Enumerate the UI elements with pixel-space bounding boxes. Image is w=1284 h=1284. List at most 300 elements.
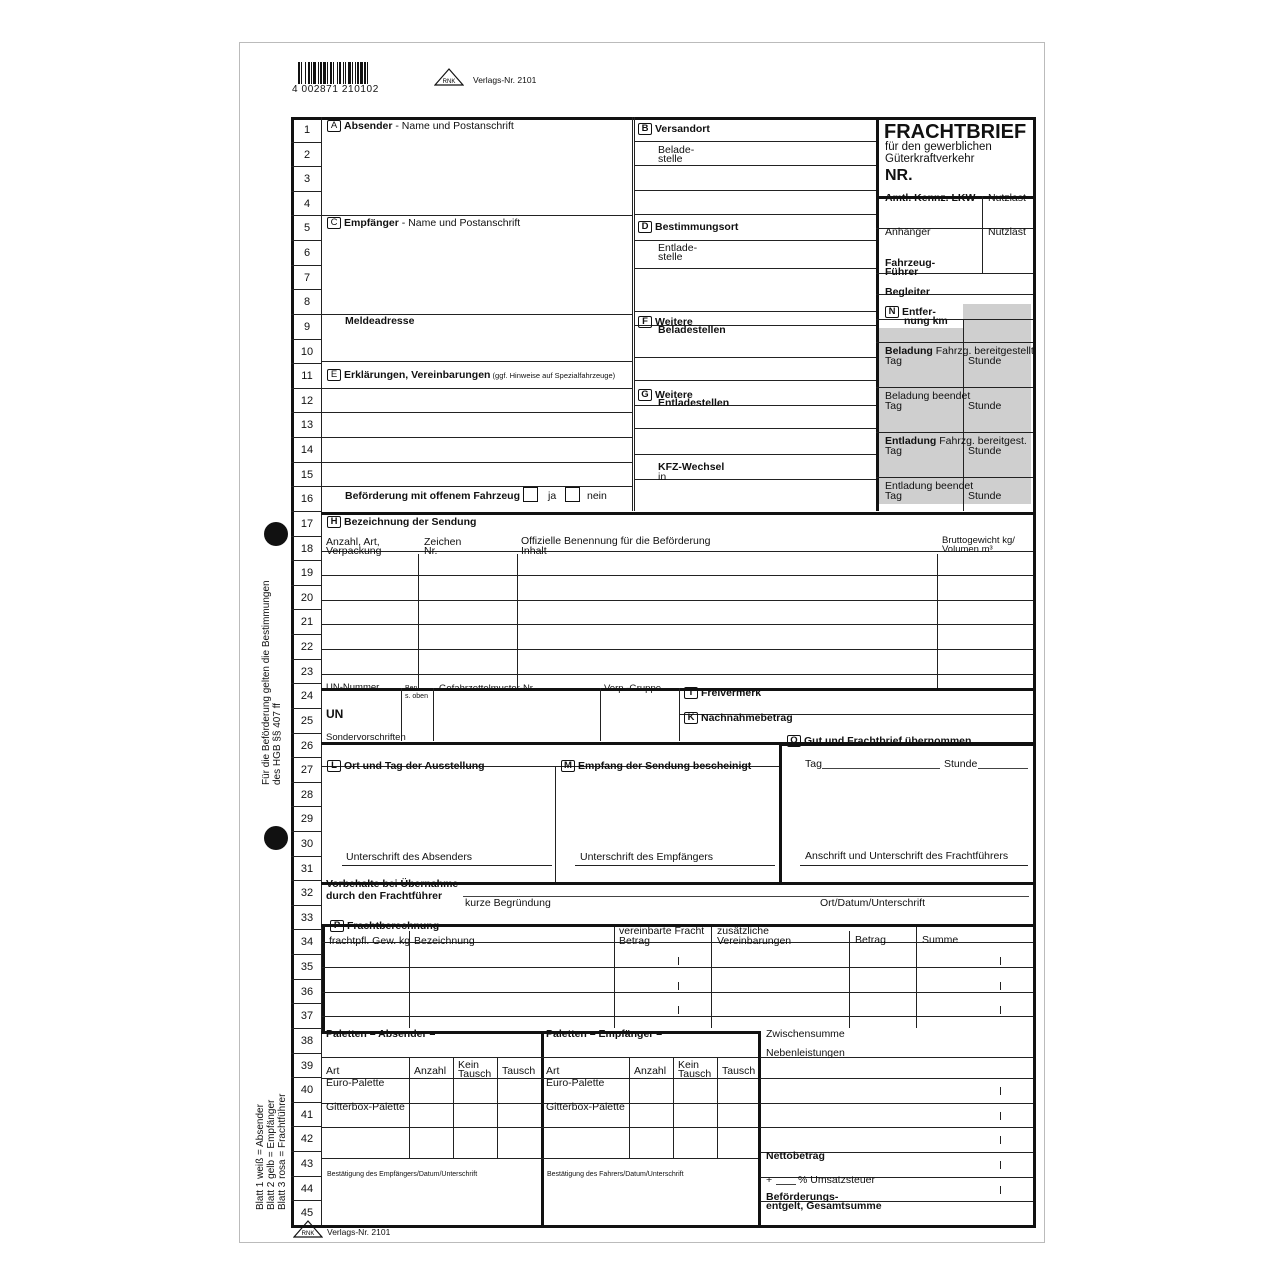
barcode-bar <box>348 62 351 84</box>
row-divider <box>291 1053 321 1054</box>
goods-row <box>321 649 1033 650</box>
row-divider <box>291 929 321 930</box>
pal-anzahl-abs: Anzahl <box>414 1064 447 1077</box>
pal-kein-emp: Tausch <box>678 1067 712 1080</box>
row-divider <box>291 1028 321 1029</box>
barcode-bar <box>327 62 328 84</box>
row-number: 16 <box>300 493 314 506</box>
svg-text:RNK: RNK <box>442 79 456 85</box>
pal-kein-abs: Kein <box>458 1058 480 1071</box>
section-a-label: A Absender - Name und Postanschrift <box>327 120 514 132</box>
row-divider <box>291 240 321 241</box>
barcode-bar <box>337 62 338 84</box>
cent-tick <box>1000 1006 1001 1014</box>
row-divider <box>291 1003 321 1004</box>
row-number: 8 <box>303 296 311 309</box>
row-number: 25 <box>300 714 314 727</box>
barcode-bar <box>313 62 316 84</box>
fahrer-label-2: Führer <box>885 266 919 278</box>
ort-datum-label: Ort/Datum/Unterschrift <box>820 897 926 909</box>
pal-col <box>497 1057 498 1158</box>
times-stunde[interactable]: Stunde <box>968 489 1002 502</box>
barcode-bar <box>364 62 366 84</box>
dangerous-col-3 <box>600 688 601 741</box>
row-number: 7 <box>303 271 311 284</box>
goods-row <box>321 674 1033 675</box>
b-row-line <box>634 165 876 166</box>
frame-bottom <box>291 1225 1036 1228</box>
col-zusaetzliche-2: Vereinbarungen <box>717 935 792 947</box>
vorbehalte-label-1: Vorbehalte bei Übernahme <box>326 878 459 890</box>
un-nummer-label: UN-Nummer <box>326 682 380 693</box>
row-number: 13 <box>300 419 314 432</box>
goods-row <box>321 624 1033 625</box>
row-divider <box>291 782 321 783</box>
section-d-label: D Bestimmungsort <box>638 221 738 233</box>
sig-ff-line <box>800 865 1028 866</box>
barcode-bar <box>308 62 310 84</box>
gefahrzettel-label: Gefahrzettelmuster-Nr. <box>439 683 536 694</box>
offenes-fahrzeug-label: Beförderung mit offenem Fahrzeug <box>345 490 521 502</box>
row-divider <box>291 585 321 586</box>
row-number: 4 <box>303 197 311 210</box>
ust-label: % Umsatzsteuer <box>798 1174 876 1186</box>
euro-palette-emp: Euro-Palette <box>546 1077 605 1089</box>
col-vereinbarte-2: Betrag <box>619 935 650 947</box>
times-row-line <box>876 387 1033 388</box>
times-row-line <box>876 432 1033 433</box>
d-row-line <box>634 311 876 312</box>
row-number: 21 <box>300 616 314 629</box>
section-h-label: H Bezeichnung der Sendung <box>327 516 476 528</box>
o-left <box>779 743 782 885</box>
cent-tick <box>1000 1186 1001 1194</box>
times-stunde[interactable]: Stunde <box>968 399 1002 412</box>
row-number: 29 <box>300 813 314 826</box>
cent-tick <box>678 982 679 990</box>
vehicle-row-4 <box>876 319 1033 320</box>
row-number: 41 <box>300 1108 314 1121</box>
offen-nein-checkbox[interactable] <box>565 487 580 502</box>
nutzlast-label-2: Nutzlast <box>988 226 1026 238</box>
beladestelle-label-2: stelle <box>658 153 683 165</box>
totals-line <box>760 1078 1033 1079</box>
pal-col <box>453 1057 454 1158</box>
ust-plus: + <box>766 1174 773 1186</box>
times-stunde[interactable]: Stunde <box>968 354 1002 367</box>
g-row-line <box>634 428 876 429</box>
cent-tick <box>678 1006 679 1014</box>
rnk-logo-icon <box>434 68 464 91</box>
times-tag[interactable]: Tag <box>885 489 902 502</box>
o-stunde-label: Stunde <box>944 758 978 770</box>
row-divider <box>291 905 321 906</box>
times-label: Beladung Fahrzg. bereitgestellt <box>885 344 1034 357</box>
g-row-line <box>634 479 876 480</box>
offen-nein-label: nein <box>587 490 607 502</box>
frame-left <box>291 117 294 1225</box>
b-row-line <box>634 190 876 191</box>
unterschrift-empfaenger-label: Unterschrift des Empfängers <box>580 851 714 863</box>
goods-col-3 <box>937 554 938 690</box>
bd-divider <box>634 214 876 215</box>
goods-row <box>321 575 1033 576</box>
o-tag-line[interactable] <box>822 768 940 769</box>
col-fracht-gewicht: frachtpfl. Gew. kg <box>329 935 411 947</box>
rnk-logo-icon-bottom <box>293 1220 323 1243</box>
fahrer-label-1: Fahrzeug- <box>885 257 936 269</box>
goods-col-2 <box>517 554 518 690</box>
section-i-label: I Freivermerk <box>684 687 761 699</box>
pal-col <box>409 1057 410 1158</box>
barcode-bar <box>352 62 353 84</box>
row-divider <box>291 437 321 438</box>
col-zeichen-1: Zeichen <box>424 536 462 548</box>
kfz-wechsel-sub: in <box>658 471 667 483</box>
offen-ja-checkbox[interactable] <box>523 487 538 502</box>
nutzlast-divider <box>982 196 983 273</box>
row-divider <box>291 289 321 290</box>
row-divider <box>291 536 321 537</box>
row-divider <box>291 462 321 463</box>
col-anzahl-1: Anzahl, Art, <box>326 536 380 548</box>
row-divider <box>291 757 321 758</box>
section-l-label: L Ort und Tag der Ausstellung <box>327 760 485 772</box>
p-col-2 <box>614 927 615 1028</box>
barcode-bar <box>318 62 319 84</box>
o-tag-label: Tag <box>805 758 822 770</box>
col-vereinbarte-1: vereinbarte Fracht <box>619 925 705 937</box>
verlag-number-bottom: Verlags-Nr. 2101 <box>327 1227 391 1237</box>
pal-anzahl-emp: Anzahl <box>634 1064 667 1077</box>
row-divider <box>291 659 321 660</box>
col-benennung-2: Inhalt <box>521 545 547 557</box>
row-divider <box>291 806 321 807</box>
f-row-line <box>634 357 876 358</box>
meldeadresse-label: Meldeadresse <box>345 315 415 327</box>
row-divider <box>291 486 321 487</box>
row-divider <box>291 1077 321 1078</box>
section-g-label-2: Entladestellen <box>658 397 730 409</box>
row-divider <box>291 363 321 364</box>
barcode-bar <box>301 62 302 84</box>
section-n-label-2: nung km <box>904 315 948 327</box>
section-n-label: N Entfer- <box>885 306 936 318</box>
euro-palette-abs: Euro-Palette <box>326 1077 385 1089</box>
row-number: 38 <box>300 1034 314 1047</box>
section-e-label: E Erklärungen, Vereinbarungen (ggf. Hinweise auf Spezialfahrzeuge) <box>327 369 615 381</box>
pal-art-emp: Art <box>546 1064 560 1077</box>
empfaenger-field[interactable] <box>322 232 632 310</box>
row-divider <box>291 142 321 143</box>
form-number-label: NR. <box>885 167 913 184</box>
form-subtitle-2: Güterkraftverkehr <box>885 153 975 165</box>
barcode-bar <box>333 62 334 84</box>
paletten-row <box>321 1127 758 1128</box>
row-number: 39 <box>300 1059 314 1072</box>
blatt-legend: Blatt 1 weiß = Absender Blatt 2 gelb = Empfänger Blatt 3 rosa = Frachtführer <box>255 1093 288 1210</box>
e-row-line <box>321 388 632 389</box>
row-number: 35 <box>300 961 314 974</box>
row-number: 15 <box>300 468 314 481</box>
row-divider <box>291 683 321 684</box>
gesamtsumme-label-2: entgelt, Gesamtsumme <box>766 1200 882 1212</box>
b-row-line <box>634 141 876 142</box>
cent-tick <box>1000 982 1001 990</box>
punch-hole-bottom <box>264 826 288 850</box>
paletten-head <box>321 1057 758 1058</box>
row-number: 19 <box>300 567 314 580</box>
row-number: 3 <box>303 173 311 186</box>
times-tag[interactable]: Tag <box>885 354 902 367</box>
section-h-top <box>321 512 1033 515</box>
row-divider <box>291 1151 321 1152</box>
row-divider <box>291 339 321 340</box>
g-row-line <box>634 454 876 455</box>
row-divider <box>291 979 321 980</box>
offen-ja-label: ja <box>548 490 557 502</box>
gesamtsumme-label-1: Beförderungs- <box>766 1191 839 1203</box>
row-number: 10 <box>300 345 314 358</box>
e-row-line <box>321 437 632 438</box>
row-number: 26 <box>300 739 314 752</box>
col-zusaetzliche-1: zusätzliche <box>717 925 769 937</box>
cent-tick <box>1000 1112 1001 1120</box>
row-number: 1 <box>303 124 311 136</box>
row-number: 31 <box>300 862 314 875</box>
punch-hole-top <box>264 522 288 546</box>
ben-label-1: Ben. <box>405 685 420 692</box>
row-divider <box>291 1126 321 1127</box>
p-row <box>321 1016 1033 1017</box>
begleiter-label: Begleiter <box>885 286 930 298</box>
col-anzahl-2: Verpackung <box>326 545 382 557</box>
gitterbox-palette-emp: Gitterbox-Palette <box>546 1101 625 1113</box>
times-tag[interactable]: Tag <box>885 399 902 412</box>
row-number: 40 <box>300 1084 314 1097</box>
barcode-number: 4 002871 210102 <box>292 84 379 95</box>
ben-label-2: s. oben <box>405 693 428 700</box>
section-f-label: F Weitere <box>638 316 693 328</box>
row-number: 9 <box>303 320 311 333</box>
row-number: 45 <box>300 1207 314 1220</box>
cent-tick <box>1000 1136 1001 1144</box>
section-p-label: P Frachtberechnung <box>330 920 439 932</box>
l-m-divider <box>555 766 556 884</box>
row-divider <box>291 831 321 832</box>
bdfg-left <box>634 117 635 511</box>
row-number: 30 <box>300 837 314 850</box>
bestaetigung-fahrer-label: Bestätigung des Fahrers/Datum/Unterschrift <box>547 1171 684 1178</box>
col-zeichen-2: Nr. <box>424 545 438 557</box>
row-number: 36 <box>300 985 314 998</box>
row-number: 33 <box>300 911 314 924</box>
barcode-bar <box>357 62 359 84</box>
row-number: 42 <box>300 1133 314 1146</box>
row-divider <box>291 634 321 635</box>
barcode-bar <box>339 62 341 84</box>
times-label: Beladung beendet <box>885 389 971 402</box>
col-gewicht-2: Volumen m³ <box>942 544 993 555</box>
row-divider <box>291 880 321 881</box>
dangerous-top <box>321 688 1033 691</box>
row-divider <box>291 215 321 216</box>
cent-tick <box>1000 957 1001 965</box>
title-block-left <box>876 117 879 511</box>
nettobetrag-label: Nettobetrag <box>766 1150 825 1162</box>
row-divider <box>291 954 321 955</box>
paletten-bottom <box>321 1158 758 1159</box>
barcode-bar <box>320 62 322 84</box>
row-divider <box>291 265 321 266</box>
row-divider <box>291 1102 321 1103</box>
section-o-label: O Gut und Frachtbrief übernommen <box>787 735 971 747</box>
cent-tick <box>678 957 679 965</box>
row-divider <box>291 560 321 561</box>
barcode-bar <box>323 62 326 84</box>
abc-right-divider <box>632 117 633 511</box>
row-number: 32 <box>300 887 314 900</box>
row-number: 27 <box>300 764 314 777</box>
row-number: 17 <box>300 517 314 530</box>
cent-tick <box>1000 1161 1001 1169</box>
p-row <box>321 992 1033 993</box>
row-divider <box>291 191 321 192</box>
gitterbox-palette-abs: Gitterbox-Palette <box>326 1101 405 1113</box>
totals-line <box>760 1127 1033 1128</box>
pal-art-abs: Art <box>326 1064 340 1077</box>
form-title: FRACHTBRIEF <box>884 121 1027 143</box>
e-row-line <box>321 462 632 463</box>
row-divider <box>291 1200 321 1201</box>
row-divider <box>291 856 321 857</box>
sondervorschriften-label: Sondervorschriften <box>326 732 406 743</box>
barcode-bar <box>330 62 332 84</box>
section-k-label: K Nachnahmebetrag <box>684 712 793 724</box>
totals-line <box>760 1103 1033 1104</box>
barcode-bar <box>360 62 363 84</box>
nutzlast-label-1: Nutzlast <box>988 192 1026 204</box>
times-row-line <box>876 342 1033 343</box>
row-number: 11 <box>301 370 313 383</box>
times-tag[interactable]: Tag <box>885 444 902 457</box>
col-benennung-1: Offizielle Benennung für die Beförderung <box>521 535 711 547</box>
anhaenger-label: Anhänger <box>885 226 931 238</box>
unterschrift-absender-label: Unterschrift des Absenders <box>346 851 473 863</box>
times-stunde[interactable]: Stunde <box>968 444 1002 457</box>
nebenleistungen-label: Nebenleistungen <box>766 1047 845 1059</box>
section-c-label: C Empfänger - Name und Postanschrift <box>327 217 520 229</box>
hgb-notice: Für die Beförderung gelten die Bestimmungen des HGB §§ 407 ff <box>261 580 283 785</box>
row-divider <box>291 412 321 413</box>
row-number: 37 <box>300 1010 314 1023</box>
form-subtitle-1: für den gewerblichen <box>885 141 992 153</box>
row-number: 14 <box>300 444 314 457</box>
ust-percent-line[interactable] <box>776 1184 796 1185</box>
kfz-wechsel-label: KFZ-Wechsel <box>658 461 725 473</box>
row-number: 43 <box>300 1158 314 1171</box>
e-row-line <box>321 486 632 487</box>
row-divider <box>291 166 321 167</box>
row-divider <box>291 733 321 734</box>
times-label: Entladung Fahrzg. bereitgest. <box>885 434 1027 447</box>
times-row-line <box>876 477 1033 478</box>
pal-col <box>717 1057 718 1158</box>
frame-right <box>1033 117 1036 1227</box>
p-col-3 <box>711 927 712 1028</box>
verp-gruppe-label: Verp.-Gruppe <box>604 683 662 694</box>
melde-e-divider <box>321 361 632 362</box>
verlag-number: Verlags-Nr. 2101 <box>473 75 537 85</box>
section-f-label-2: Beladestellen <box>658 324 726 336</box>
goods-row <box>321 600 1033 601</box>
row-divider <box>291 1176 321 1177</box>
barcode-bar <box>345 62 346 84</box>
row-divider <box>291 388 321 389</box>
barcode-bar <box>298 62 300 84</box>
f-row-line <box>634 380 876 381</box>
row-number: 34 <box>300 936 314 949</box>
section-m-label: M Empfang der Sendung bescheinigt <box>561 760 751 772</box>
col-summe: Summe <box>922 934 959 946</box>
p-row <box>321 967 1033 968</box>
svg-text:RNK: RNK <box>301 1231 315 1237</box>
p-col-4 <box>849 931 850 1027</box>
beladestelle-label-1: Belade- <box>658 144 695 156</box>
barcode-bar <box>367 62 368 84</box>
pal-col <box>629 1057 630 1158</box>
absender-field[interactable] <box>322 135 632 213</box>
row-number: 28 <box>300 788 314 801</box>
col-fracht-bezeichnung: Bezeichnung <box>414 935 475 947</box>
barcode-bar <box>355 62 356 84</box>
barcode-bar <box>311 62 312 84</box>
d-row-line <box>634 240 876 241</box>
row-number: 18 <box>300 542 314 555</box>
zwischensumme-label: Zwischensumme <box>766 1028 845 1040</box>
row-number: 12 <box>300 394 314 407</box>
section-b-label: B Versandort <box>638 123 710 135</box>
kurze-begruendung-label: kurze Begründung <box>465 897 551 909</box>
goods-col-1 <box>418 554 419 690</box>
row-number: 5 <box>303 222 311 235</box>
o-stunde-line[interactable] <box>978 768 1028 769</box>
row-number: 23 <box>300 665 314 678</box>
pal-col <box>673 1057 674 1158</box>
vorbehalte-label-2: durch den Frachtführer <box>326 890 443 902</box>
sig-abs-line <box>342 865 552 866</box>
e-row-line <box>321 412 632 413</box>
col-gewicht-1: Bruttogewicht kg/ <box>942 535 1015 546</box>
dangerous-col-2 <box>433 688 434 741</box>
pal-kein-emp: Kein <box>678 1058 700 1071</box>
row-divider <box>291 314 321 315</box>
row-number: 6 <box>303 247 311 260</box>
sig-emp-line <box>575 865 775 866</box>
row-number: 44 <box>300 1182 314 1195</box>
entladestelle-label-1: Entlade- <box>658 242 698 254</box>
paletten-absender-title: Paletten – Absender – <box>326 1028 436 1040</box>
barcode-bar <box>343 62 344 84</box>
section-g-label: G Weitere <box>638 389 693 401</box>
pal-kein-abs: Tausch <box>458 1067 492 1080</box>
row-number: 20 <box>300 591 314 604</box>
col-betrag: Betrag <box>855 934 886 946</box>
pal-tausch-abs: Tausch <box>502 1064 536 1077</box>
kennzeichen-label: Amtl. Kennz. LKW <box>885 192 976 204</box>
row-number: 2 <box>303 148 311 161</box>
row-divider <box>291 708 321 709</box>
